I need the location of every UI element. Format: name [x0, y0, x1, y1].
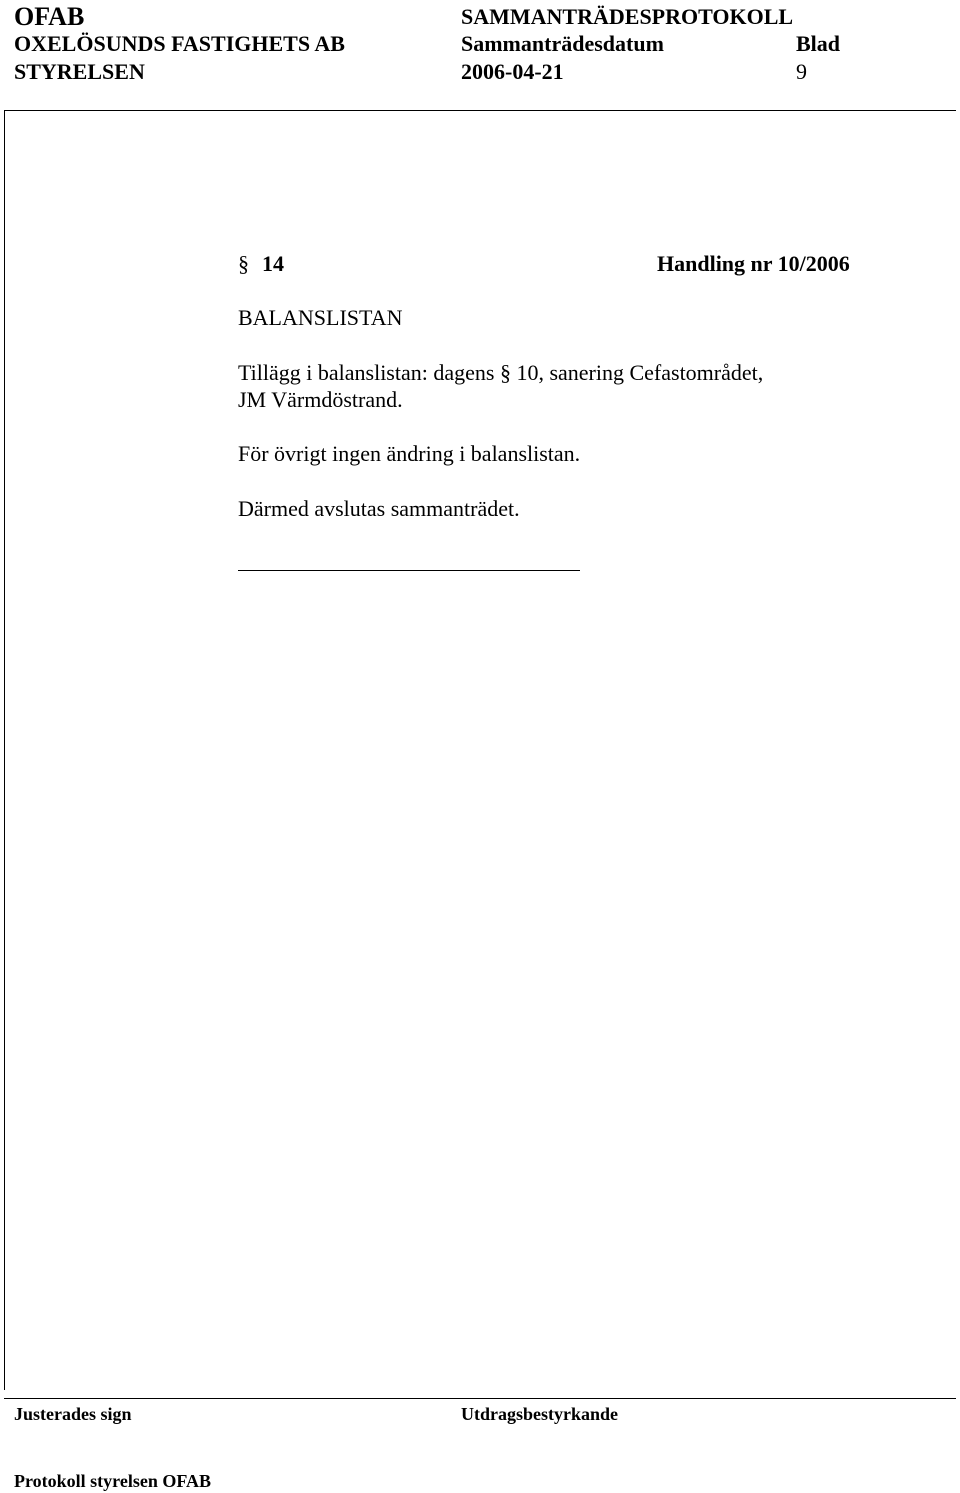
document-type: SAMMANTRÄDESPROTOKOLL: [461, 4, 794, 29]
paragraph-addition-line2: JM Värmdöstrand.: [238, 387, 403, 412]
meeting-date-label: Sammanträdesdatum: [461, 31, 664, 56]
meeting-date: 2006-04-21: [461, 59, 564, 84]
end-rule: [238, 570, 580, 571]
paragraph-no-change: För övrigt ingen ändring i balanslistan.: [238, 441, 581, 466]
section-heading: BALANSLISTAN: [238, 305, 403, 330]
footer-utdragsbestyrkande: Utdragsbestyrkande: [461, 1404, 619, 1424]
paragraph-closing: Därmed avslutas sammanträdet.: [238, 496, 520, 521]
page-number: 9: [796, 59, 807, 84]
paragraph-addition-line1: Tillägg i balanslistan: dagens § 10, sanering Cefastområdet,: [238, 360, 764, 385]
page-label: Blad: [796, 31, 841, 56]
section-sign: §: [238, 251, 249, 276]
board-name: STYRELSEN: [14, 59, 145, 84]
section-number: 14: [262, 251, 284, 276]
frame-left-rule: [4, 110, 5, 1390]
handling-reference: Handling nr 10/2006: [657, 251, 850, 276]
frame-bottom-rule: [4, 1398, 956, 1399]
footer-protocol-name: Protokoll styrelsen OFAB: [14, 1471, 211, 1491]
frame-top-rule: [4, 110, 956, 111]
company-name: OXELÖSUNDS FASTIGHETS AB: [14, 31, 345, 56]
org-abbreviation: OFAB: [14, 2, 85, 31]
footer-justerades-sign: Justerades sign: [14, 1404, 132, 1424]
